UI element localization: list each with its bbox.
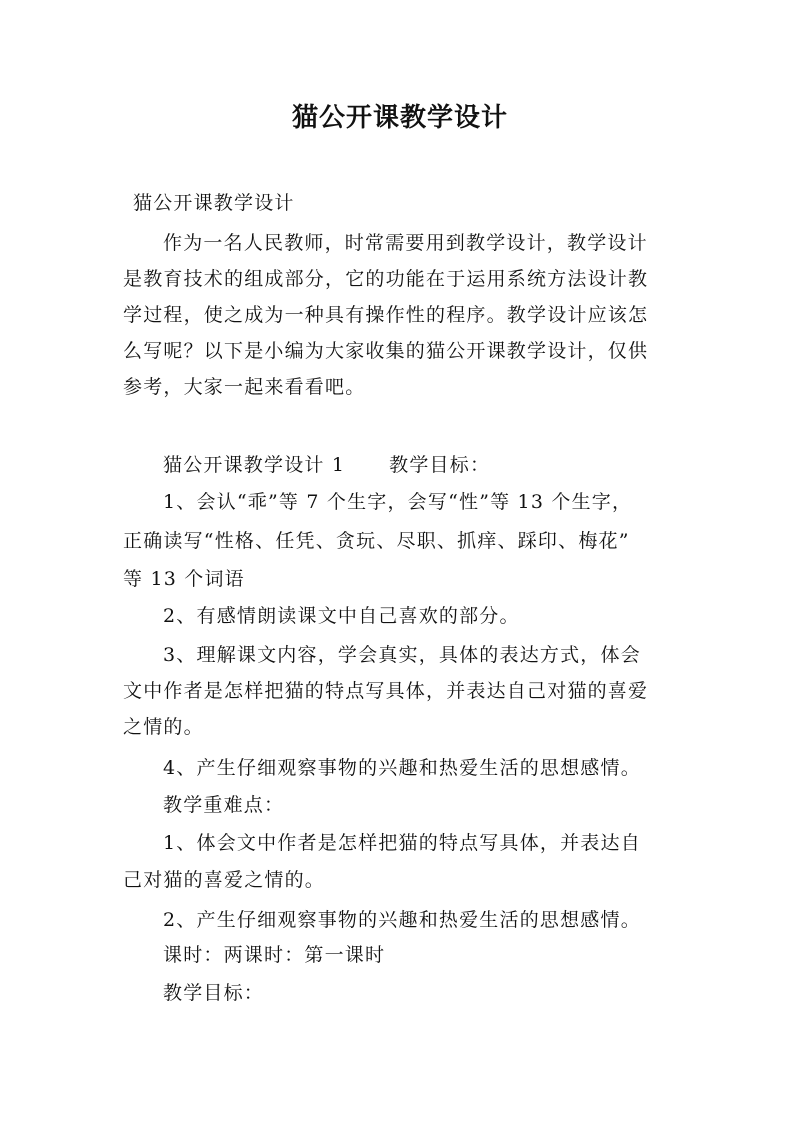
paragraph-line: 4、产生仔细观察事物的兴趣和热爱生活的思想感情。 xyxy=(163,757,641,779)
paragraph-line: 课时：两课时：第一课时 xyxy=(163,944,386,966)
intro-line-3: 学过程，使之成为一种具有操作性的程序。教学设计应该怎 xyxy=(123,304,649,326)
paragraph-line: 1、会认“乖”等 7 个生字，会写“性”等 13 个生字， xyxy=(163,491,633,513)
document-subhead: 猫公开课教学设计 xyxy=(133,192,295,214)
paragraph-line: 2、产生仔细观察事物的兴趣和热爱生活的思想感情。 xyxy=(163,909,641,931)
paragraph-line: 之情的。 xyxy=(123,716,204,738)
paragraph-line: 文中作者是怎样把猫的特点写具体，并表达自己对猫的喜爱 xyxy=(123,680,649,702)
intro-line-1: 作为一名人民教师，时常需要用到教学设计，教学设计 xyxy=(163,232,648,254)
paragraph-line: 正确读写“性格、任凭、贪玩、尽职、抓痒、踩印、梅花” xyxy=(123,530,630,552)
paragraph-line: 等 13 个词语 xyxy=(123,568,245,590)
section-heading-row xyxy=(163,450,490,480)
section-title: 猫公开课教学设计 1 xyxy=(163,454,346,476)
paragraph-line: 2、有感情朗读课文中自己喜欢的部分。 xyxy=(163,605,520,627)
intro-line-5: 参考，大家一起来看看吧。 xyxy=(123,376,366,398)
paragraph-line: 己对猫的喜爱之情的。 xyxy=(123,869,326,891)
section-goal-label: 教学目标： xyxy=(389,454,491,476)
paragraph-line: 教学重难点： xyxy=(163,794,285,816)
intro-line-2: 是教育技术的组成部分，它的功能在于运用系统方法设计教 xyxy=(123,268,649,290)
paragraph-line: 教学目标： xyxy=(163,982,265,1004)
document-title: 猫公开课教学设计 xyxy=(291,103,508,133)
intro-line-4: 么写呢？以下是小编为大家收集的猫公开课教学设计，仅供 xyxy=(123,340,649,362)
paragraph-line: 3、理解课文内容，学会真实，具体的表达方式，体会 xyxy=(163,644,641,666)
paragraph-line: 1、体会文中作者是怎样把猫的特点写具体，并表达自 xyxy=(163,832,641,854)
